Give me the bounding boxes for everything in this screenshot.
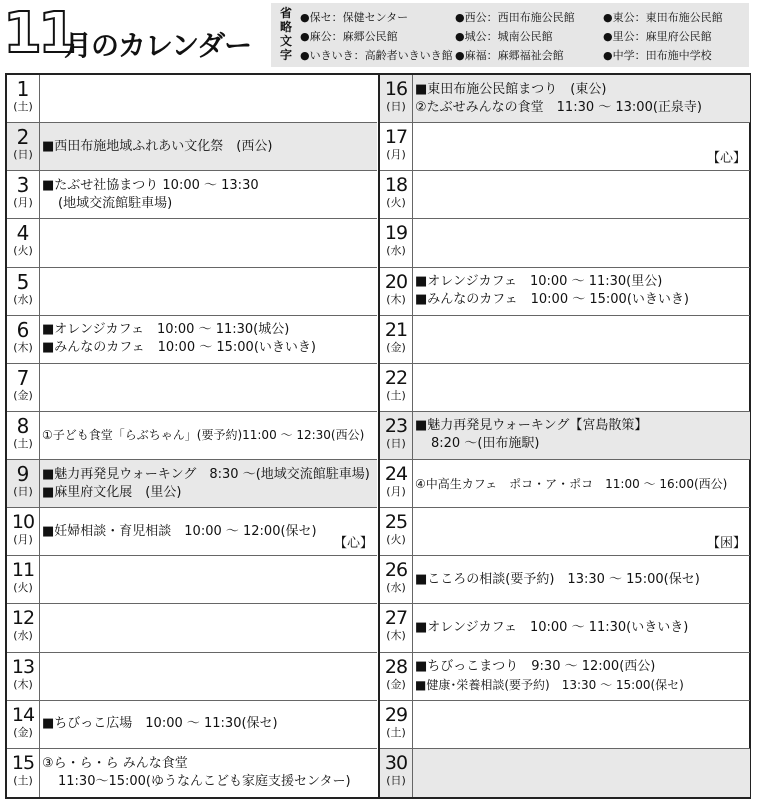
date-cell bbox=[7, 604, 40, 651]
day-number: 4 bbox=[16, 221, 30, 246]
day-row bbox=[380, 412, 750, 460]
day-row bbox=[380, 364, 750, 412]
day-number: 2 bbox=[16, 125, 30, 150]
day-number: 27 bbox=[384, 607, 408, 630]
event-item: ■東田布施公民館まつり (東公) bbox=[415, 81, 607, 97]
day-number: 22 bbox=[384, 366, 408, 389]
abbreviation-item: ●城公：城南公民館 bbox=[455, 30, 553, 43]
event-list bbox=[42, 268, 375, 315]
event-item: ■たぶせ社協まつり 10:00 ～ 13:30 bbox=[42, 177, 259, 193]
month-number: 11 bbox=[3, 1, 73, 66]
day-number: 26 bbox=[384, 559, 408, 582]
event-list bbox=[42, 701, 375, 748]
event-item: ■ちびっこまつり 9:30 ～ 12:00(西公) bbox=[415, 659, 656, 675]
date-cell bbox=[7, 412, 40, 459]
abbreviation-item: ●いきいき：高齢者いきいき館 bbox=[300, 49, 453, 62]
day-number: 3 bbox=[16, 173, 30, 198]
day-row bbox=[7, 219, 377, 267]
day-of-week: (土) bbox=[13, 100, 33, 113]
day-of-week: (金) bbox=[386, 340, 406, 354]
day-row bbox=[380, 219, 750, 267]
date-cell bbox=[380, 364, 413, 411]
calendar-grid bbox=[5, 73, 751, 799]
date-cell bbox=[380, 268, 413, 315]
day-row bbox=[7, 268, 377, 316]
date-cell bbox=[7, 460, 40, 507]
day-row bbox=[380, 604, 750, 652]
day-number: 10 bbox=[11, 511, 35, 534]
day-of-week: (土) bbox=[13, 436, 33, 450]
day-number: 14 bbox=[11, 703, 35, 726]
event-list bbox=[42, 556, 375, 603]
event-list bbox=[415, 653, 748, 700]
date-cell bbox=[380, 412, 413, 459]
day-number: 13 bbox=[11, 655, 35, 678]
day-row bbox=[380, 123, 750, 171]
event-list bbox=[415, 171, 748, 218]
day-of-week: (水) bbox=[386, 244, 406, 258]
event-list bbox=[42, 749, 375, 797]
event-item: ■魅力再発見ウォーキング【宮島散策】 bbox=[415, 418, 648, 434]
day-of-week: (火) bbox=[386, 533, 406, 547]
day-number: 24 bbox=[384, 463, 408, 485]
date-cell bbox=[380, 316, 413, 363]
date-cell bbox=[7, 653, 40, 700]
day-row bbox=[7, 508, 377, 556]
event-list bbox=[415, 123, 748, 170]
date-cell bbox=[380, 749, 413, 797]
day-of-week: (日) bbox=[386, 436, 406, 450]
event-item: ■西田布施地域ふれあい文化祭 (西公) bbox=[42, 138, 273, 154]
event-item: ■魅力再発見ウォーキング 8:30 ～(地域交流館駐車場) bbox=[42, 466, 370, 482]
abbreviation-item: ●中学：田布施中学校 bbox=[603, 49, 712, 62]
event-list bbox=[415, 219, 748, 266]
day-row bbox=[7, 364, 377, 412]
event-list bbox=[42, 75, 375, 122]
event-list bbox=[415, 460, 748, 507]
event-item: ■みんなのカフェ 10:00 ～ 15:00(いきいき) bbox=[415, 292, 689, 308]
event-list bbox=[42, 508, 375, 555]
day-number: 17 bbox=[384, 126, 408, 149]
event-item: ②たぶせみんなの食堂 11:30 ～ 13:00(正泉寺) bbox=[415, 99, 702, 115]
day-number: 5 bbox=[16, 269, 30, 294]
day-of-week: (土) bbox=[386, 725, 406, 739]
day-of-week: (日) bbox=[13, 485, 33, 498]
day-row bbox=[7, 123, 377, 171]
category-tag: 【困】 bbox=[706, 536, 746, 552]
day-row bbox=[7, 604, 377, 652]
day-of-week: (木) bbox=[386, 629, 406, 643]
day-row bbox=[7, 653, 377, 701]
event-item: ■オレンジカフェ 10:00 ～ 11:30(城公) bbox=[42, 322, 290, 338]
day-row bbox=[380, 171, 750, 219]
date-cell bbox=[380, 171, 413, 218]
day-row bbox=[380, 556, 750, 604]
day-row bbox=[380, 508, 750, 556]
day-of-week: (木) bbox=[13, 340, 33, 354]
event-item: ■みんなのカフェ 10:00 ～ 15:00(いきいき) bbox=[42, 340, 316, 356]
day-of-week: (月) bbox=[13, 533, 33, 547]
day-of-week: (日) bbox=[386, 100, 406, 113]
day-of-week: (金) bbox=[13, 725, 33, 739]
abbreviation-item: ●保セ：保健センター bbox=[300, 11, 409, 24]
date-cell bbox=[380, 556, 413, 603]
day-number: 7 bbox=[16, 365, 30, 390]
event-list bbox=[415, 701, 748, 748]
date-cell bbox=[380, 75, 413, 122]
day-row bbox=[7, 556, 377, 604]
day-number: 12 bbox=[11, 607, 35, 630]
abbreviation-item: ●麻福：麻郷福祉会館 bbox=[455, 49, 564, 62]
day-row bbox=[380, 460, 750, 508]
event-list bbox=[42, 604, 375, 651]
day-of-week: (日) bbox=[13, 148, 33, 162]
calendar-column-left bbox=[7, 75, 377, 797]
date-cell bbox=[380, 508, 413, 555]
day-row bbox=[7, 75, 377, 123]
day-number: 16 bbox=[384, 78, 408, 100]
date-cell bbox=[7, 219, 40, 266]
date-cell bbox=[7, 75, 40, 122]
day-row bbox=[380, 749, 750, 797]
date-cell bbox=[380, 219, 413, 266]
event-item: ■ちびっこ広場 10:00 ～ 11:30(保セ) bbox=[42, 716, 278, 732]
event-list bbox=[415, 749, 748, 797]
event-list bbox=[415, 508, 748, 555]
event-item: 8:20 ～(田布施駅) bbox=[431, 436, 540, 452]
abbreviation-label: 省略文字 bbox=[279, 6, 292, 62]
day-number: 9 bbox=[16, 462, 30, 486]
event-item: 11:30～15:00(ゆうなんこども家庭支援センター) bbox=[58, 773, 351, 789]
day-of-week: (土) bbox=[386, 388, 406, 402]
day-number: 30 bbox=[384, 751, 408, 774]
day-row bbox=[380, 75, 750, 123]
event-item: ■麻里府文化展 (里公) bbox=[42, 484, 182, 500]
day-of-week: (水) bbox=[386, 581, 406, 595]
date-cell bbox=[380, 653, 413, 700]
event-list bbox=[42, 219, 375, 266]
day-row bbox=[7, 749, 377, 797]
day-of-week: (火) bbox=[13, 244, 33, 258]
event-item: ■妊婦相談・育児相談 10:00 ～ 12:00(保セ) bbox=[42, 523, 317, 539]
date-cell bbox=[7, 316, 40, 363]
day-number: 15 bbox=[11, 751, 35, 774]
event-item: ④中高生カフェ ポコ・ア・ポコ 11:00 ～ 16:00(西公) bbox=[415, 476, 728, 491]
day-of-week: (木) bbox=[13, 677, 33, 691]
day-number: 29 bbox=[384, 703, 408, 726]
event-list bbox=[415, 316, 748, 363]
day-of-week: (金) bbox=[386, 677, 406, 691]
day-of-week: (火) bbox=[386, 196, 406, 210]
event-list bbox=[42, 364, 375, 411]
abbreviation-legend bbox=[300, 8, 750, 65]
abbreviation-row bbox=[300, 27, 750, 46]
day-of-week: (土) bbox=[13, 773, 33, 787]
day-number: 28 bbox=[384, 655, 408, 678]
date-cell bbox=[7, 749, 40, 797]
day-number: 18 bbox=[384, 174, 408, 197]
day-row bbox=[7, 171, 377, 219]
day-of-week: (水) bbox=[13, 629, 33, 643]
event-item: (地域交流館駐車場) bbox=[58, 195, 173, 211]
day-of-week: (月) bbox=[386, 148, 406, 162]
event-list bbox=[415, 412, 748, 459]
day-of-week: (月) bbox=[13, 196, 33, 210]
day-number: 20 bbox=[384, 270, 408, 293]
day-number: 11 bbox=[11, 559, 35, 582]
date-cell bbox=[7, 556, 40, 603]
day-number: 23 bbox=[384, 414, 408, 437]
abbreviation-row bbox=[300, 8, 750, 27]
event-item: ③ら・ら・ら みんな食堂 bbox=[42, 755, 188, 771]
day-of-week: (月) bbox=[386, 485, 406, 498]
abbreviation-row bbox=[300, 46, 750, 65]
date-cell bbox=[380, 701, 413, 748]
date-cell bbox=[380, 123, 413, 170]
event-list bbox=[415, 556, 748, 603]
event-item: ■オレンジカフェ 10:00 ～ 11:30(里公) bbox=[415, 274, 663, 290]
event-list bbox=[42, 123, 375, 170]
day-number: 25 bbox=[384, 511, 408, 534]
event-list bbox=[42, 653, 375, 700]
day-number: 19 bbox=[384, 222, 408, 245]
day-number: 6 bbox=[16, 317, 30, 342]
event-list bbox=[42, 412, 375, 459]
date-cell bbox=[7, 123, 40, 170]
day-row bbox=[380, 701, 750, 749]
event-item: ■オレンジカフェ 10:00 ～ 11:30(いきいき) bbox=[415, 619, 689, 635]
day-of-week: (日) bbox=[386, 773, 406, 787]
header bbox=[0, 0, 760, 70]
event-list bbox=[42, 171, 375, 218]
date-cell bbox=[7, 171, 40, 218]
day-row bbox=[7, 316, 377, 364]
day-of-week: (水) bbox=[13, 292, 33, 306]
day-of-week: (金) bbox=[13, 388, 33, 402]
abbreviation-item: ●西公：西田布施公民館 bbox=[455, 11, 575, 24]
event-item: ①子ども食堂「らぶちゃん」(要予約)11:00 ～ 12:30(西公) bbox=[42, 428, 365, 443]
date-cell bbox=[7, 364, 40, 411]
event-item: ■健康･栄養相談(要予約) 13:30 ～ 15:00(保セ) bbox=[415, 678, 684, 693]
abbreviation-item: ●東公：東田布施公民館 bbox=[603, 11, 723, 24]
day-row bbox=[380, 268, 750, 316]
day-of-week: (木) bbox=[386, 292, 406, 306]
date-cell bbox=[7, 268, 40, 315]
date-cell bbox=[7, 701, 40, 748]
event-list bbox=[42, 316, 375, 363]
category-tag: 【心】 bbox=[706, 151, 746, 167]
day-row bbox=[380, 316, 750, 364]
day-row bbox=[7, 701, 377, 749]
day-of-week: (火) bbox=[13, 581, 33, 595]
date-cell bbox=[380, 604, 413, 651]
event-list bbox=[415, 75, 748, 122]
day-row bbox=[7, 412, 377, 460]
day-number: 8 bbox=[16, 413, 30, 438]
abbreviation-item: ●麻公：麻郷公民館 bbox=[300, 30, 398, 43]
event-list bbox=[415, 268, 748, 315]
event-list bbox=[42, 460, 375, 507]
date-cell bbox=[380, 460, 413, 507]
event-list bbox=[415, 604, 748, 651]
date-cell bbox=[7, 508, 40, 555]
event-item: ■こころの相談(要予約) 13:30 ～ 15:00(保セ) bbox=[415, 571, 700, 587]
day-row bbox=[7, 460, 377, 508]
abbreviation-item: ●里公：麻里府公民館 bbox=[603, 30, 712, 43]
calendar-column-right bbox=[380, 75, 750, 797]
day-number: 21 bbox=[384, 318, 408, 341]
day-row bbox=[380, 653, 750, 701]
day-number: 1 bbox=[16, 77, 30, 101]
event-list bbox=[415, 364, 748, 411]
category-tag: 【心】 bbox=[333, 536, 373, 552]
page-title: 月のカレンダー bbox=[64, 29, 252, 62]
